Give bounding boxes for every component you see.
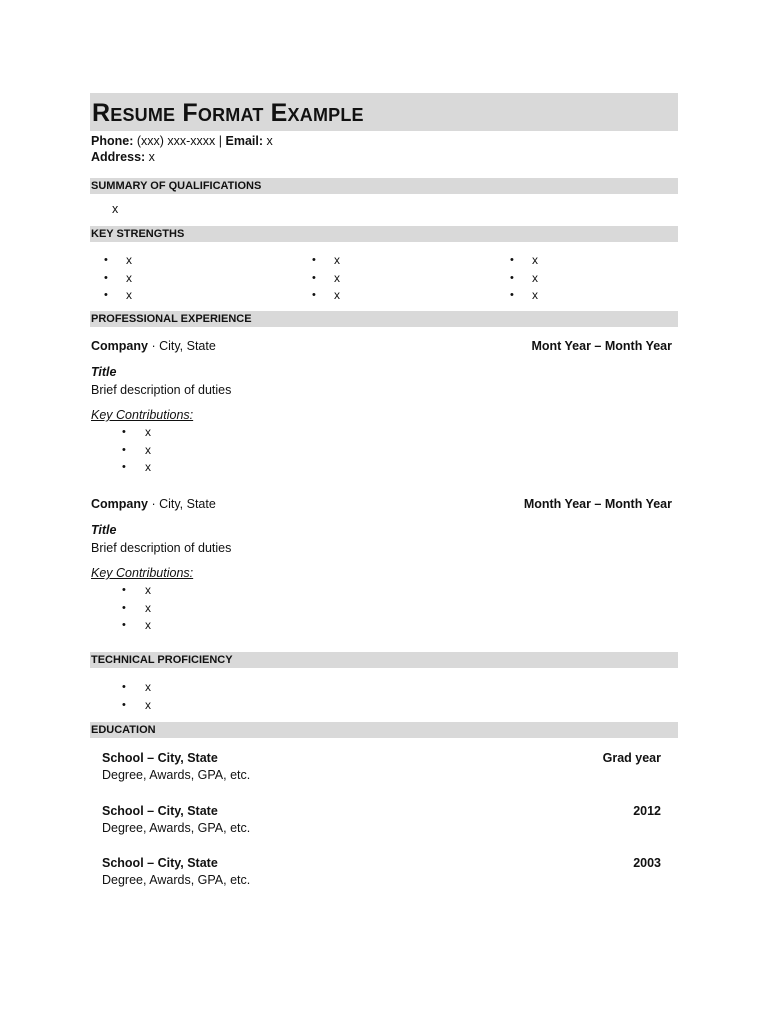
phone-line bbox=[91, 133, 273, 149]
strength-item: x bbox=[532, 288, 538, 302]
contribution-item: x bbox=[145, 618, 151, 632]
job-dates: Month Year – Month Year bbox=[523, 497, 672, 511]
phone-value: (xxx) xxx-xxxx | bbox=[136, 134, 223, 148]
grad-year: 2012 bbox=[633, 804, 661, 818]
summary-text: x bbox=[112, 202, 119, 216]
strength-item: x bbox=[334, 288, 340, 302]
address-label: Address: bbox=[91, 150, 146, 164]
strength-item: x bbox=[126, 253, 132, 267]
bullet: • bbox=[122, 602, 126, 614]
job-location: · City, State bbox=[151, 339, 216, 353]
bullet: • bbox=[104, 272, 108, 284]
bullet: • bbox=[510, 254, 514, 266]
contribution-item: x bbox=[145, 460, 151, 474]
bullet: • bbox=[312, 272, 316, 284]
education-band bbox=[90, 722, 678, 738]
strength-item: x bbox=[126, 288, 132, 302]
school-line: School – City, State bbox=[102, 856, 218, 870]
job-company: Company bbox=[91, 339, 148, 353]
key-contributions-label: Key Contributions: bbox=[91, 566, 194, 580]
contribution-item: x bbox=[145, 443, 151, 457]
grad-year: 2003 bbox=[633, 856, 661, 870]
job-company-line bbox=[91, 496, 216, 512]
bullet: • bbox=[510, 289, 514, 301]
bullet: • bbox=[312, 254, 316, 266]
technical-item: x bbox=[145, 698, 151, 712]
job-company: Company bbox=[91, 497, 148, 511]
job-location: · City, State bbox=[151, 497, 216, 511]
address-value: x bbox=[148, 150, 155, 164]
bullet: • bbox=[104, 254, 108, 266]
bullet: • bbox=[122, 584, 126, 596]
job-title: Title bbox=[91, 523, 117, 537]
email-value: x bbox=[266, 134, 273, 148]
bullet: • bbox=[122, 699, 126, 711]
strength-item: x bbox=[334, 271, 340, 285]
job-dates: Mont Year – Month Year bbox=[531, 339, 672, 353]
bullet: • bbox=[122, 426, 126, 438]
job-description: Brief description of duties bbox=[91, 541, 232, 555]
job-company-line bbox=[91, 338, 216, 354]
bullet: • bbox=[122, 619, 126, 631]
email-label: Email: bbox=[225, 134, 264, 148]
key-contributions-label: Key Contributions: bbox=[91, 408, 194, 422]
contribution-item: x bbox=[145, 583, 151, 597]
bullet: • bbox=[104, 289, 108, 301]
grad-year: Grad year bbox=[602, 751, 661, 765]
technical-item: x bbox=[145, 680, 151, 694]
strength-item: x bbox=[334, 253, 340, 267]
bullet: • bbox=[122, 461, 126, 473]
contribution-item: x bbox=[145, 425, 151, 439]
address-line bbox=[91, 149, 155, 165]
experience-heading: PROFESSIONAL EXPERIENCE bbox=[91, 313, 252, 325]
degree-line: Degree, Awards, GPA, etc. bbox=[102, 768, 251, 782]
job-description: Brief description of duties bbox=[91, 383, 232, 397]
education-heading: EDUCATION bbox=[91, 724, 156, 736]
strength-item: x bbox=[126, 271, 132, 285]
strengths-heading: KEY STRENGTHS bbox=[91, 228, 185, 240]
degree-line: Degree, Awards, GPA, etc. bbox=[102, 873, 251, 887]
bullet: • bbox=[122, 681, 126, 693]
bullet: • bbox=[122, 444, 126, 456]
phone-label: Phone: bbox=[91, 134, 134, 148]
bullet: • bbox=[510, 272, 514, 284]
degree-line: Degree, Awards, GPA, etc. bbox=[102, 821, 251, 835]
strength-item: x bbox=[532, 253, 538, 267]
page-title: Resume Format Example bbox=[92, 99, 364, 127]
strength-item: x bbox=[532, 271, 538, 285]
bullet: • bbox=[312, 289, 316, 301]
contribution-item: x bbox=[145, 601, 151, 615]
school-line: School – City, State bbox=[102, 751, 218, 765]
job-title: Title bbox=[91, 365, 117, 379]
school-line: School – City, State bbox=[102, 804, 218, 818]
technical-heading: TECHNICAL PROFICIENCY bbox=[91, 654, 233, 666]
summary-heading: SUMMARY OF QUALIFICATIONS bbox=[91, 180, 262, 192]
